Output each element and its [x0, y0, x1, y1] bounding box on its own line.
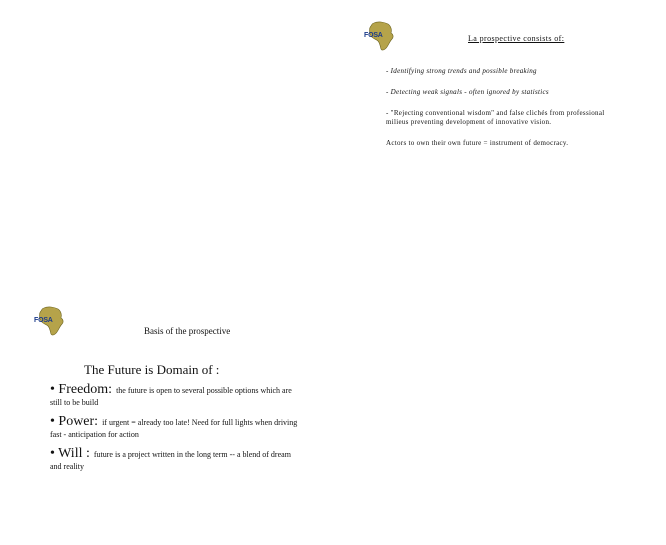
- item-description: the future is open to several possible options which are still to be build: [50, 386, 292, 407]
- item-list: [50, 384, 300, 480]
- slide-basis-of-prospective: [30, 305, 340, 525]
- item-description: future is a project written in the long term -- a blend of dream and reality: [50, 450, 291, 471]
- logo-text: FOSA: [34, 317, 53, 324]
- item-key: • Power:: [50, 414, 99, 429]
- slide-heading: The Future is Domain of :: [84, 362, 220, 377]
- bullet-list: [386, 67, 616, 160]
- item-description: if urgent = already too late! Need for full lights when driving fast - anticipation for action: [50, 418, 298, 439]
- fosa-logo: [34, 305, 66, 337]
- list-item: [50, 448, 300, 472]
- logo-text: FOSA: [364, 32, 383, 39]
- list-item: [50, 416, 300, 440]
- bullet-item: - Detecting weak signals - often ignored by statistics: [386, 88, 549, 96]
- bullet-item: - Identifying strong trends and possible breaking: [386, 67, 537, 75]
- fosa-logo: [364, 20, 396, 52]
- item-key: • Freedom:: [50, 382, 113, 397]
- item-key: • Will :: [50, 446, 90, 461]
- slide-title: Basis of the prospective: [144, 326, 231, 336]
- bullet-item: Actors to own their own future = instrument of democracy.: [386, 139, 569, 147]
- slide-title: La prospective consists of:: [468, 34, 565, 43]
- slide-la-prospective: [360, 20, 660, 280]
- list-item: [50, 384, 300, 408]
- bullet-item: - "Rejecting conventional wisdom" and false clichés from professional milieus preventing development of innovative vision.: [386, 109, 605, 126]
